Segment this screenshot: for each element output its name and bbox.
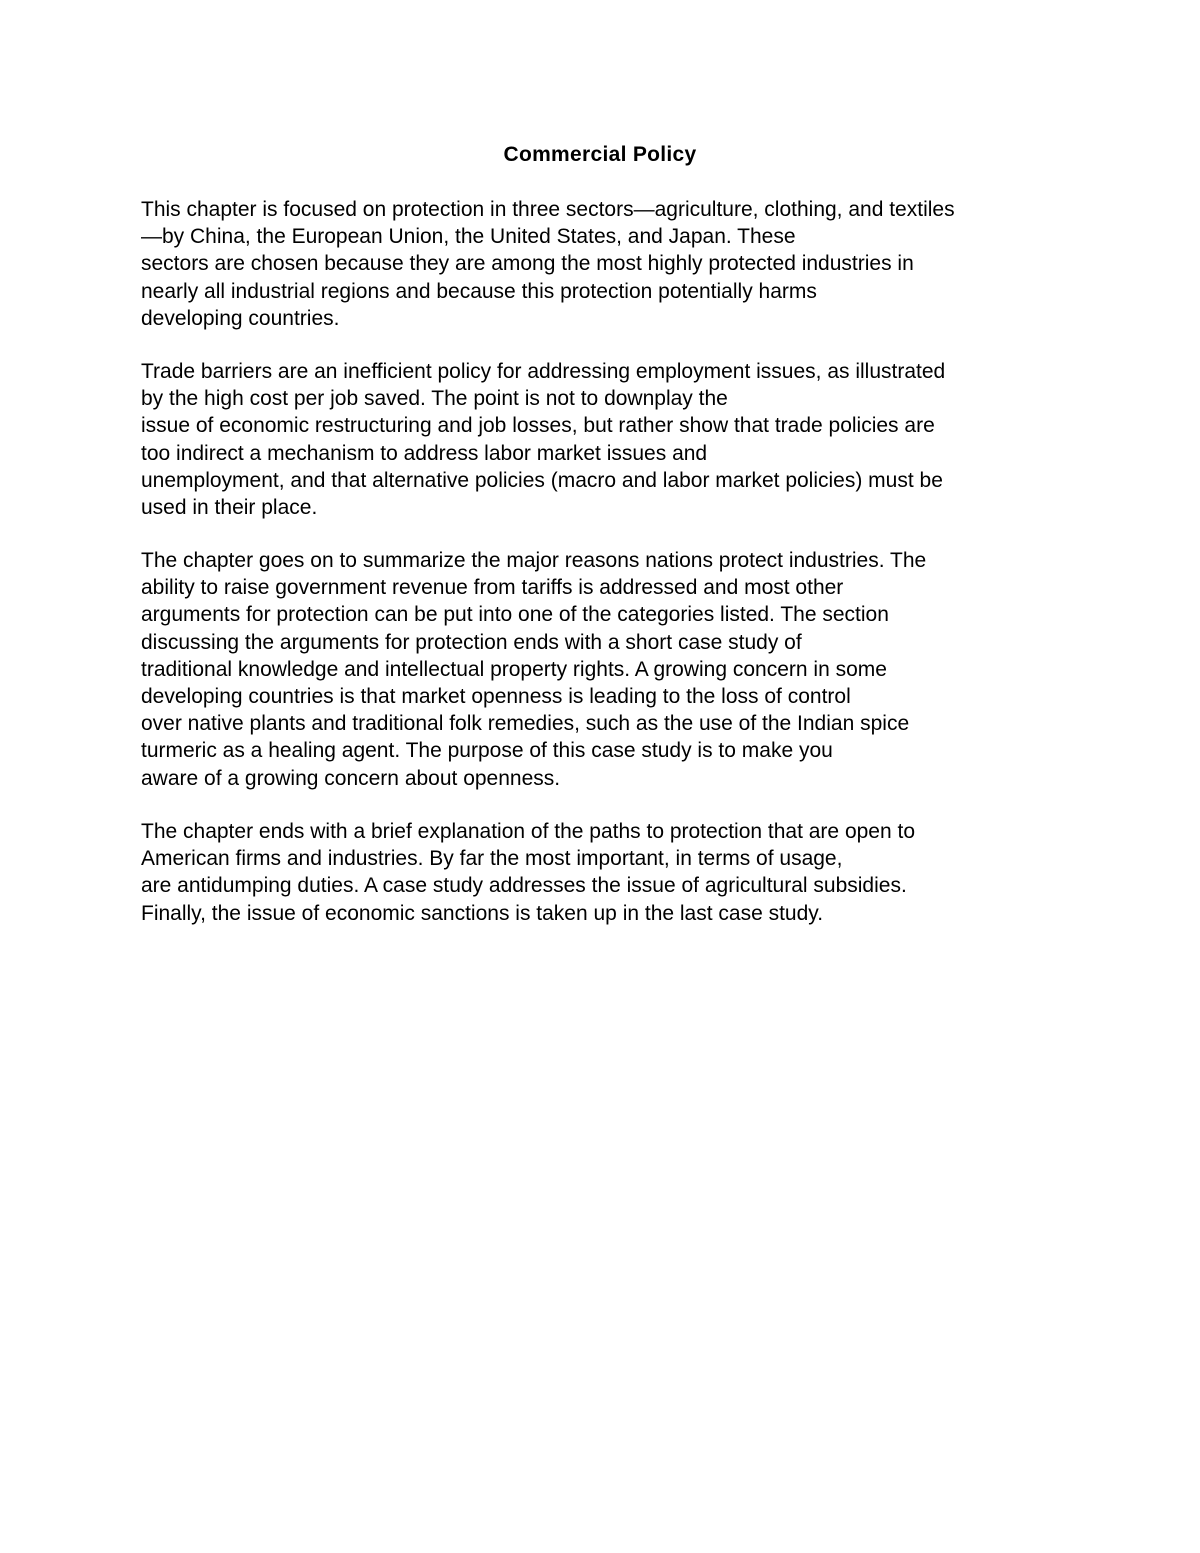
paragraph-line: The chapter goes on to summarize the major reasons nations protect industries. The [141, 549, 927, 572]
paragraph-line: arguments for protection can be put into one of the categories listed. The section [141, 603, 889, 627]
paragraph-line: —by China, the European Union, the United States, and Japan. These [141, 225, 796, 249]
paragraph-line: by the high cost per job saved. The point is not to downplay the [141, 387, 728, 411]
paragraph-line: ability to raise government revenue from tariffs is addressed and most other [141, 576, 844, 600]
document-title: Commercial Policy [503, 143, 697, 166]
paragraph-line: aware of a growing concern about openness. [141, 766, 561, 790]
paragraph-line: too indirect a mechanism to address labor market issues and [141, 441, 708, 465]
paragraph-line: This chapter is focused on protection in three sectors—agriculture, clothing, and textiles [141, 198, 955, 221]
paragraph-trade-barriers [141, 358, 1081, 521]
paragraph-paths-to-protection [141, 818, 1081, 927]
paragraph-line: unemployment, and that alternative policies (macro and labor market policies) must be [141, 468, 943, 492]
paragraph-line: over native plants and traditional folk remedies, such as the use of the Indian spice [141, 712, 910, 736]
paragraph-line: issue of economic restructuring and job losses, but rather show that trade policies are [141, 414, 935, 438]
paragraph-line: discussing the arguments for protection ends with a short case study of [141, 630, 802, 654]
paragraph-line: Finally, the issue of economic sanctions is taken up in the last case study. [141, 901, 824, 925]
paragraph-sectors-overview [141, 196, 1081, 332]
paragraph-line: developing countries. [141, 306, 340, 330]
paragraph-line: nearly all industrial regions and because this protection potentially harms [141, 279, 817, 303]
paragraph-reasons-for-protection [141, 547, 1081, 792]
paragraph-line: turmeric as a healing agent. The purpose of this case study is to make you [141, 739, 833, 763]
paragraph-line: The chapter ends with a brief explanation of the paths to protection that are open to [141, 820, 916, 843]
paragraph-line: American firms and industries. By far the most important, in terms of usage, [141, 847, 843, 871]
paragraph-line: used in their place. [141, 496, 318, 520]
paragraph-line: developing countries is that market openness is leading to the loss of control [141, 685, 851, 709]
paragraph-line: Trade barriers are an inefficient policy for addressing employment issues, as illustrated [141, 360, 946, 383]
paragraph-line: traditional knowledge and intellectual property rights. A growing concern in some [141, 657, 887, 681]
paragraph-line: are antidumping duties. A case study addresses the issue of agricultural subsidies. [141, 874, 907, 898]
paragraph-line: sectors are chosen because they are among the most highly protected industries in [141, 252, 914, 276]
